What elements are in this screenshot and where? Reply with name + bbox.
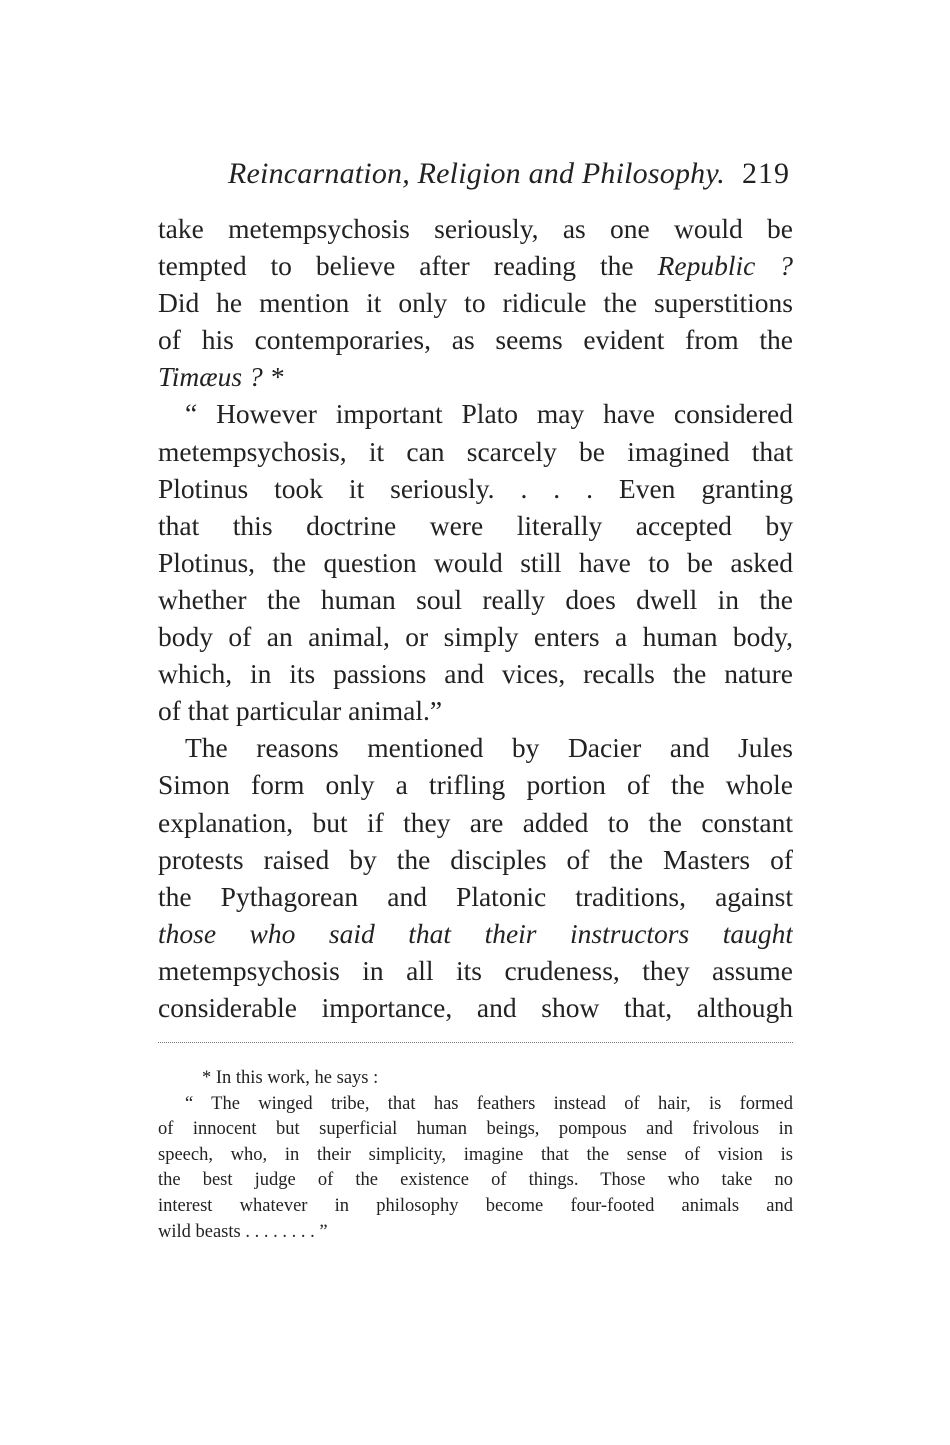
page-number: 219 [742, 157, 790, 190]
work-title-republic: Republic ? [657, 250, 793, 282]
text-line: body of an animal, or simply enters a human body, [158, 621, 793, 653]
text-line: those who said that their instructors taught [158, 917, 793, 949]
text-line: Plotinus, the question would still have to be asked [158, 546, 793, 578]
running-title: Reincarnation, Religion and Philosophy. [228, 157, 725, 190]
text-line: The reasons mentioned by Dacier and Jules [185, 732, 793, 764]
work-title-timaeus: Timæus ? * [158, 361, 284, 393]
footnote-line: of innocent but superficial human beings, pompous and frivolous in [158, 1119, 793, 1140]
text-line: tempted to believe after reading the Republic ? [158, 250, 793, 282]
text-line: metempsychosis in all its crudeness, they assume [158, 954, 793, 986]
footnote-line: speech, who, in their simplicity, imagine that the sense of vision is [158, 1144, 793, 1165]
text-line: the Pythagorean and Platonic traditions, against [158, 880, 793, 912]
text-line: “ However important Plato may have considered [185, 398, 793, 430]
footnotes [158, 1066, 793, 1245]
text-line: Simon form only a trifling portion of the whole [158, 769, 793, 801]
text-line: take metempsychosis seriously, as one would be [158, 213, 793, 244]
footnote-line: “ The winged tribe, that has feathers instead of hair, is formed [185, 1093, 793, 1114]
footnote-line: wild beasts . . . . . . . . ” [158, 1221, 328, 1242]
text-line [158, 358, 793, 395]
footnote-rule [158, 1042, 793, 1043]
footnote-intro: * In this work, he says : [202, 1068, 379, 1088]
footnote-line: interest whatever in philosophy become four-footed animals and [158, 1195, 793, 1216]
body-text [158, 210, 793, 1026]
text-line: Plotinus took it seriously. . . . Even granting [158, 472, 793, 504]
text-line: of that particular animal.” [158, 695, 443, 727]
text-line: that this doctrine were literally accepted by [158, 509, 793, 541]
text-line: metempsychosis, it can scarcely be imagined that [158, 435, 793, 467]
text-line: considerable importance, and show that, although [158, 991, 793, 1023]
text-line: of his contemporaries, as seems evident from the [158, 324, 793, 356]
text-line: which, in its passions and vices, recalls the nature [158, 658, 793, 690]
text-line: protests raised by the disciples of the Masters of [158, 843, 793, 875]
footnote-line: the best judge of the existence of things. Those who take no [158, 1170, 793, 1191]
text-line: explanation, but if they are added to the constant [158, 806, 793, 838]
text-line: whether the human soul really does dwell in the [158, 583, 793, 615]
text-line: Did he mention it only to ridicule the superstitions [158, 287, 793, 319]
running-head [160, 152, 794, 196]
